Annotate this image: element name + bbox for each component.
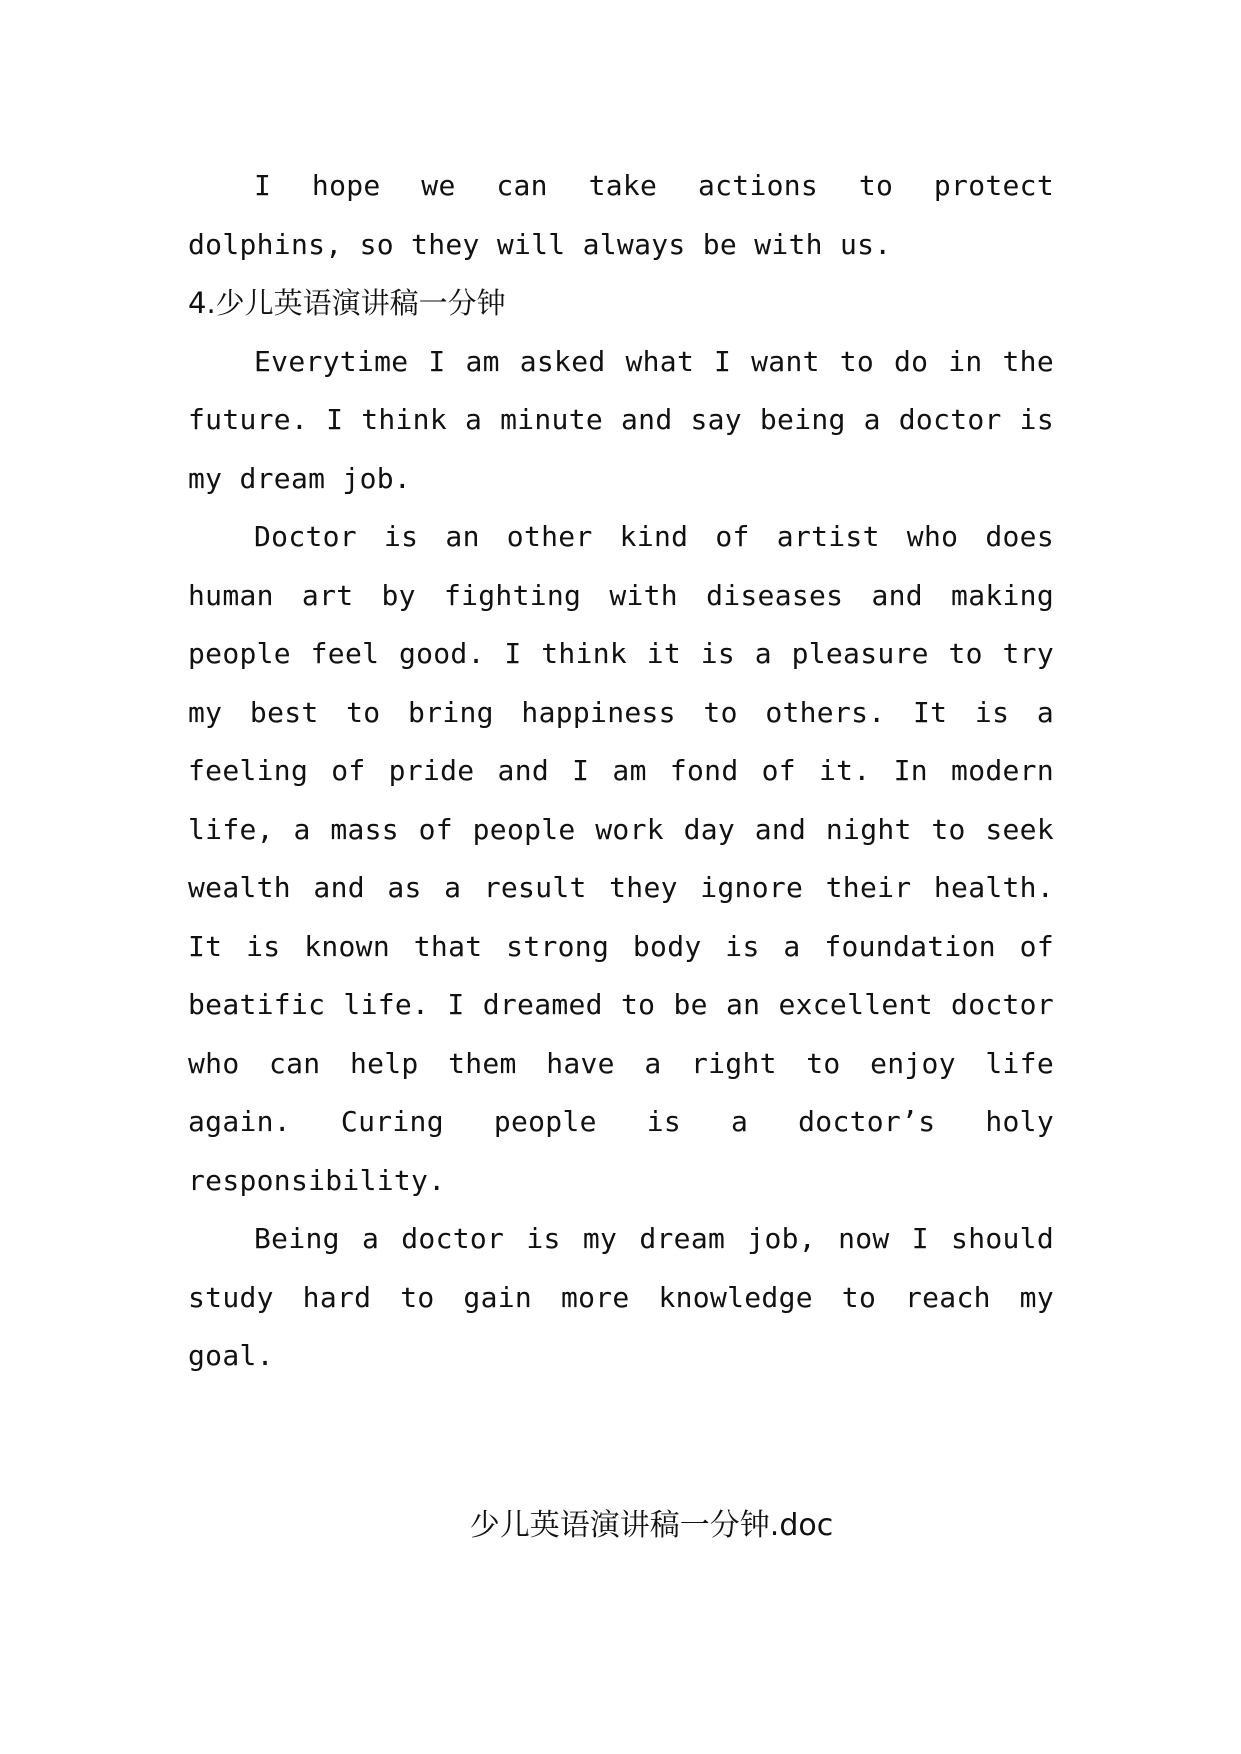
footer-filename: 少儿英语演讲稿一分钟.doc xyxy=(469,1508,834,1543)
paragraph-conclusion: Being a doctor is my dream job, now I should study hard to gain more knowledge to reach my goal. xyxy=(188,1222,1054,1372)
section-heading: 4.少儿英语演讲稿一分钟 xyxy=(188,286,506,320)
paragraph-dream-job-intro: Everytime I am asked what I want to do in the future. I think a minute and say being a doctor is my dream job. xyxy=(188,344,1054,495)
paragraph-dolphins: I hope we can take actions to protect dolphins, so they will always be with us. xyxy=(188,169,1054,261)
document-body xyxy=(188,157,1054,1386)
paragraph-doctor-description: Doctor is an other kind of artist who does human art by fighting with diseases and making people feel good. I think it is a pleasure to try my best to bring happiness to others. It is a feeling of pride and I am fond of it. In modern life, a mass of people work day and night to seek wealth and as a result they ignore their health. It is known that strong body is a foundation of beatific life. I dreamed to be an excellent doctor who can help them have a right to enjoy life again. Curing people is a doctor’s holy responsibility. xyxy=(188,520,1054,1197)
document-footer xyxy=(0,1500,1241,1544)
